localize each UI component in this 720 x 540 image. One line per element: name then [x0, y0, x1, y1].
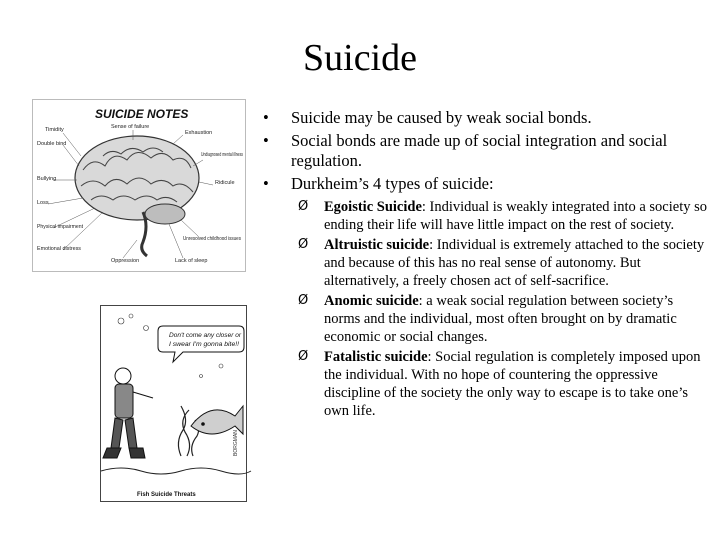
brain-illustration: [32, 99, 246, 272]
type-term: Altruistic suicide: [324, 237, 430, 253]
brain-drawing: [33, 100, 245, 271]
fish-cartoon: [100, 305, 247, 502]
type-description: : a weak social regulation between society’s norms and the individual, most often brought on by dramatic economic or social changes.: [324, 293, 677, 345]
label-oppression: Oppression: [111, 258, 140, 264]
label-ridicule: Ridicule: [215, 180, 235, 186]
type-description: : Individual is weakly integrated into a society so ending their life will have little impact on the rest of society.: [324, 199, 707, 233]
cartoon-caption: Fish Suicide Threats: [137, 492, 196, 498]
arrow-bullet-icon: Ø: [298, 293, 309, 308]
label-emotional-distress: Emotional distress: [37, 246, 82, 252]
cartoon-drawing: [101, 306, 246, 501]
suicide-type-item: [298, 292, 708, 346]
label-bullying: Bullying: [37, 176, 57, 182]
type-description: : Social regulation is completely imposed upon the individual. With no hope of countering the oppressive discipline of the society the only way to escape is to take one’s own life.: [324, 349, 701, 419]
slide-title: Suicide: [303, 37, 417, 79]
type-term: Anomic suicide: [324, 293, 419, 309]
label-timidity: Timidity: [45, 127, 64, 133]
cartoon-signature: BORGMAN: [233, 430, 239, 456]
label-physical-impairment: Physical impairment: [37, 224, 84, 230]
bullet-text: Durkheim’s 4 types of suicide:: [291, 174, 494, 193]
bullet-item: [263, 108, 693, 128]
speech-line-2: I swear I'm gonna bite!!: [169, 341, 240, 348]
type-term: Egoistic Suicide: [324, 199, 422, 215]
label-sense-of-failure: Sense of failure: [111, 124, 150, 130]
suicide-type-item: [298, 198, 708, 234]
fish-eye: [201, 422, 205, 426]
arrow-bullet-icon: Ø: [298, 237, 309, 252]
bullet-dot: •: [263, 108, 269, 127]
seaweed: [178, 406, 198, 456]
cerebellum: [145, 204, 185, 224]
speech-line-1: Don't come any closer or: [169, 332, 242, 339]
label-unresolved: Unresolved childhood issues: [183, 236, 242, 242]
arrow-bullet-icon: Ø: [298, 199, 309, 214]
label-double-bind: Double bind: [37, 141, 67, 147]
suicide-types-list: [298, 198, 708, 422]
label-exhaustion: Exhaustion: [185, 130, 213, 136]
bullet-item: [263, 131, 693, 171]
label-lack-of-sleep: Lack of sleep: [175, 258, 208, 264]
brain-figure-title: SUICIDE NOTES: [95, 107, 189, 121]
bullet-list: [263, 108, 693, 197]
bullet-dot: •: [263, 131, 269, 150]
suicide-type-item: [298, 236, 708, 290]
bullet-text: Social bonds are made up of social integration and social regulation.: [291, 131, 668, 170]
suicide-type-item: [298, 348, 708, 420]
fish: [191, 406, 243, 434]
type-description: : Individual is extremely attached to the society and because of this has no real sense of autonomy. But alternatively, a freely chosen act of self-sacrifice.: [324, 237, 705, 289]
label-loss: Loss: [37, 200, 49, 206]
bullet-item: [263, 174, 693, 194]
sea-floor: [101, 468, 251, 474]
diver-figure: [103, 368, 153, 458]
arrow-bullet-icon: Ø: [298, 349, 309, 364]
bullet-text: Suicide may be caused by weak social bonds.: [291, 108, 592, 127]
type-term: Fatalistic suicide: [324, 349, 428, 365]
bullet-dot: •: [263, 174, 269, 193]
label-undiagnosed: Undiagnosed mental illness: [201, 152, 244, 158]
